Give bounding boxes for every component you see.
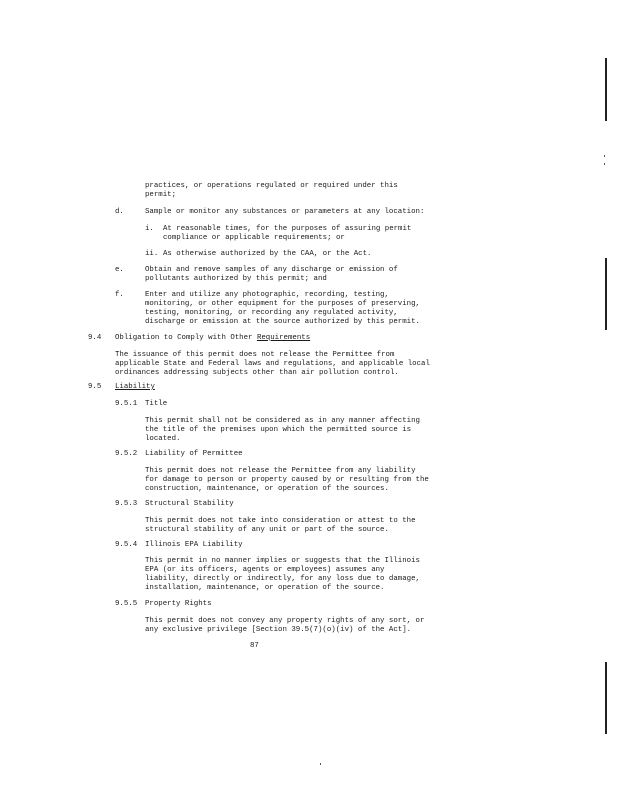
section-number: 9.4 [88,334,102,342]
body-text: discharge or emission at the source authorized by this permit. [145,318,420,326]
list-label: f. [115,291,124,299]
body-text: This permit shall not be considered as in any manner affecting [145,417,420,425]
body-text: This permit in no manner implies or suggests that the Illinois [145,557,420,565]
section-number: 9.5 [88,383,102,391]
subsection-heading: Liability of Permittee [145,450,243,458]
section-heading-underlined: Requirements [256,334,311,342]
section-heading [115,334,310,343]
subsection-number: 9.5.3 [115,500,138,508]
scan-speck [604,155,605,157]
subsection-heading: Title [145,400,168,408]
section-heading: Liability [115,383,155,391]
body-text: EPA (or its officers, agents or employees) assumes any [145,566,385,574]
page-number: 87 [250,642,259,650]
body-text: any exclusive privilege [Section 39.5(7)(o)(iv) of the Act]. [145,626,412,634]
subsection-number: 9.5.1 [115,400,138,408]
scan-edge-mark [605,258,607,330]
body-text: This permit does not convey any property rights of any sort, or [145,617,425,625]
subsection-heading: Structural Stability [145,500,234,508]
body-text: pollutants authorized by this permit; and [145,275,327,283]
body-text: Enter and utilize any photographic, recording, testing, [145,291,389,299]
body-text: testing, monitoring, or recording any regulated activity, [145,309,398,317]
scan-edge-mark [605,58,607,121]
body-text: liability, directly or indirectly, for any loss due to damage, [145,575,420,583]
body-text: Obtain and remove samples of any discharge or emission of [145,266,398,274]
body-text: permit; [145,191,177,199]
body-text: construction, maintenance, or operation of the sources. [145,485,389,493]
list-label: ii. [145,250,159,258]
subsection-number: 9.5.4 [115,541,138,549]
subsection-heading: Illinois EPA Liability [145,541,243,549]
body-text: As otherwise authorized by the CAA, or the Act. [163,250,372,258]
list-label: e. [115,266,124,274]
body-text: The issuance of this permit does not release the Permittee from [115,351,395,359]
body-text: At reasonable times, for the purposes of assuring permit [163,225,412,233]
body-text: compliance or applicable requirements; or [163,234,345,242]
body-text: This permit does not take into consideration or attest to the [145,517,416,525]
list-label: i. [145,225,154,233]
body-text: located. [145,435,181,443]
subsection-number: 9.5.2 [115,450,138,458]
section-heading-text: Obligation to Comply with Other [115,334,257,342]
body-text: This permit does not release the Permittee from any liability [145,467,416,475]
body-text: practices, or operations regulated or required under this [145,182,398,190]
body-text: the title of the premises upon which the permitted source is [145,426,412,434]
scan-speck [604,163,605,165]
scan-edge-mark [605,662,607,734]
body-text: monitoring, or other equipment for the purposes of preserving, [145,300,420,308]
subsection-number: 9.5.5 [115,600,138,608]
body-text: installation, maintenance, or operation of the source. [145,584,385,592]
body-text: for damage to person or property caused by or resulting from the [145,476,429,484]
body-text: ordinances addressing subjects other than air pollution control. [115,369,399,377]
body-text: structural stability of any unit or part of the source. [145,526,389,534]
scan-speck [320,763,321,765]
body-text: Sample or monitor any substances or parameters at any location: [145,208,425,216]
subsection-heading: Property Rights [145,600,212,608]
body-text: applicable State and Federal laws and regulations, and applicable local [115,360,430,368]
list-label: d. [115,208,124,216]
